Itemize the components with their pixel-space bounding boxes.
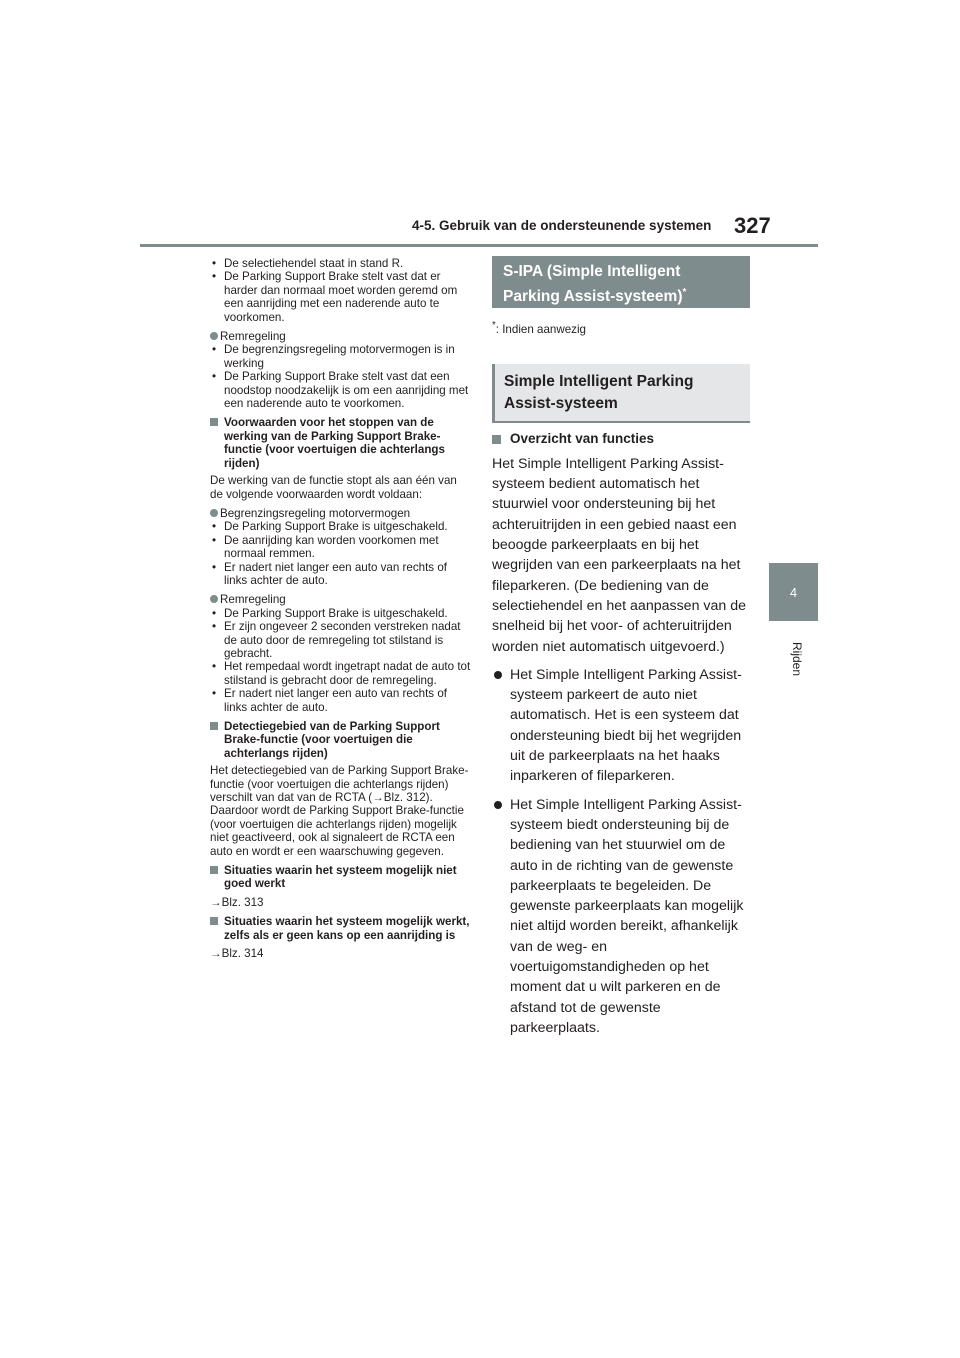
- bullet-item: • De Parking Support Brake is uitgeschakeld.: [210, 607, 472, 620]
- subsection-rule: [492, 421, 750, 423]
- bullet-item: • De Parking Support Brake is uitgeschakeld.: [210, 520, 472, 533]
- section-title: S-IPA (Simple Intelligent Parking Assist-systeem): [503, 263, 683, 306]
- bullet-item: • Het rempedaal wordt ingetrapt nadat de auto tot stilstand is gebracht door de remregeling.: [210, 660, 472, 687]
- bullet-item: • De selectiehendel staat in stand R.: [210, 257, 472, 270]
- section-title-footnote-mark: *: [682, 287, 687, 298]
- right-column: [492, 256, 750, 1038]
- bullet-item: • Er nadert niet langer een auto van rechts of links achter de auto.: [210, 687, 472, 714]
- condition-title: Begrenzingsregeling motorvermogen: [220, 506, 411, 520]
- paragraph: Het Simple Intelligent Parking Assist-systeem bedient automatisch het stuurwiel voor ondersteuning bij het achteruitrijden in een gebied naast een beoogde parkeerplaats en bij het wegrijden van een parkeerplaats na het fileparkeren. (De bediening van de selectiehendel en het aanpassen van de snelheid bij het voor- of achteruitrijden worden niet automatisch uitgevoerd.): [492, 455, 746, 655]
- condition-title: Remregeling: [220, 593, 286, 607]
- bullet-icon: [494, 671, 502, 679]
- list-item-text: Het Simple Intelligent Parking Assist-systeem parkeert de auto niet automatisch. Het is een systeem dat ondersteuning biedt bij het wegrijden uit de parkeerplaats na het haaks inparkeren of fileparkeren.: [510, 666, 742, 785]
- square-bullet-icon: [492, 435, 501, 444]
- section-header: 4-5. Gebruik van de ondersteunende systemen: [412, 218, 712, 233]
- header-rule: [140, 244, 818, 247]
- subsection-heading: [210, 720, 472, 760]
- bullet-item: • De aanrijding kan worden voorkomen met normaal remmen.: [210, 534, 472, 561]
- subsection-heading: [210, 915, 472, 942]
- footnote-mark: *: [492, 320, 496, 331]
- condition-heading: [210, 507, 472, 520]
- square-bullet-icon: [210, 418, 218, 426]
- bullet-item: • Er zijn ongeveer 2 seconden verstreken nadat de auto door de remregeling tot stilstand is gebracht.: [210, 620, 472, 660]
- paragraph: De werking van de functie stopt als aan één van de volgende voorwaarden wordt voldaan:: [210, 474, 457, 501]
- left-column: [210, 257, 472, 961]
- chapter-tab[interactable]: [769, 563, 818, 621]
- square-bullet-icon: [210, 722, 218, 730]
- subsection-heading: [210, 864, 472, 891]
- chapter-label-text: Rijden: [790, 641, 804, 677]
- subsection-title: Situaties waarin het systeem mogelijk niet goed werkt: [224, 864, 457, 891]
- bullet-item: • Er nadert niet langer een auto van rechts of links achter de auto.: [210, 561, 472, 588]
- overview-heading: [492, 431, 750, 446]
- bullet-icon: [494, 801, 502, 809]
- subsection-title: Detectiegebied van de Parking Support Brake-functie (voor voertuigen die achterlangs rijden): [224, 720, 440, 760]
- footnote: [492, 320, 750, 336]
- overview-heading-text: Overzicht van functies: [510, 430, 655, 446]
- page-reference-link[interactable]: →Blz. 313: [210, 895, 264, 909]
- circle-bullet-icon: [210, 332, 218, 340]
- square-bullet-icon: [210, 917, 218, 925]
- footnote-text: : Indien aanwezig: [495, 322, 587, 336]
- bullet-item: • De Parking Support Brake stelt vast dat een noodstop noodzakelijk is om een aanrijding met een naderende auto te voorkomen.: [210, 370, 472, 410]
- subsection-title: Voorwaarden voor het stoppen van de werking van de Parking Support Brake-functie (voor voertuigen die achterlangs rijden): [224, 416, 445, 470]
- section-title-box: [492, 256, 750, 308]
- page-number: 327: [734, 213, 771, 238]
- circle-bullet-icon: [210, 595, 218, 603]
- circle-bullet-icon: [210, 509, 218, 517]
- condition-title: Remregeling: [220, 330, 286, 344]
- subsection-title: Situaties waarin het systeem mogelijk werkt, zelfs als er geen kans op een aanrijding is: [224, 915, 470, 942]
- paragraph: Het detectiegebied van de Parking Support Brake-functie (voor voertuigen die achterlangs rijden) verschilt van dat van de RCTA (→Blz. 312). Daardoor wordt de Parking Support Brake-functie (voor voertuigen die achterlangs rijden) mogelijk niet geactiveerd, ook al signaleert de RCTA een auto en wordt er een waarschuwing gegeven.: [210, 764, 469, 858]
- bullet-item: • De begrenzingsregeling motorvermogen is in werking: [210, 343, 472, 370]
- list-item-text: Het Simple Intelligent Parking Assist-systeem biedt ondersteuning bij de bediening van het stuurwiel om de auto in de richting van de gewenste parkeerplaats te begeleiden. De gewenste parkeerplaats kan mogelijk niet altijd worden bereikt, afhankelijk van de weg- en voertuigomstandigheden op het moment dat u wilt parkeren en de afstand tot de gewenste parkeerplaats.: [510, 796, 744, 1036]
- condition-heading: [210, 330, 472, 343]
- list-item: [492, 665, 750, 787]
- chapter-number: 4: [789, 585, 798, 600]
- page-reference-link[interactable]: →Blz. 314: [210, 947, 264, 961]
- chapter-label: [789, 630, 805, 690]
- list-item: [492, 795, 750, 1039]
- subsection-heading: [210, 416, 472, 470]
- subsection-title-box: [492, 364, 750, 421]
- bullet-item: • De Parking Support Brake stelt vast dat er harder dan normaal moet worden geremd om een aanrijding met een naderende auto te voorkomen.: [210, 270, 472, 324]
- square-bullet-icon: [210, 866, 218, 874]
- condition-heading: [210, 593, 472, 606]
- subsection-title: Simple Intelligent Parking Assist-systeem: [504, 372, 694, 412]
